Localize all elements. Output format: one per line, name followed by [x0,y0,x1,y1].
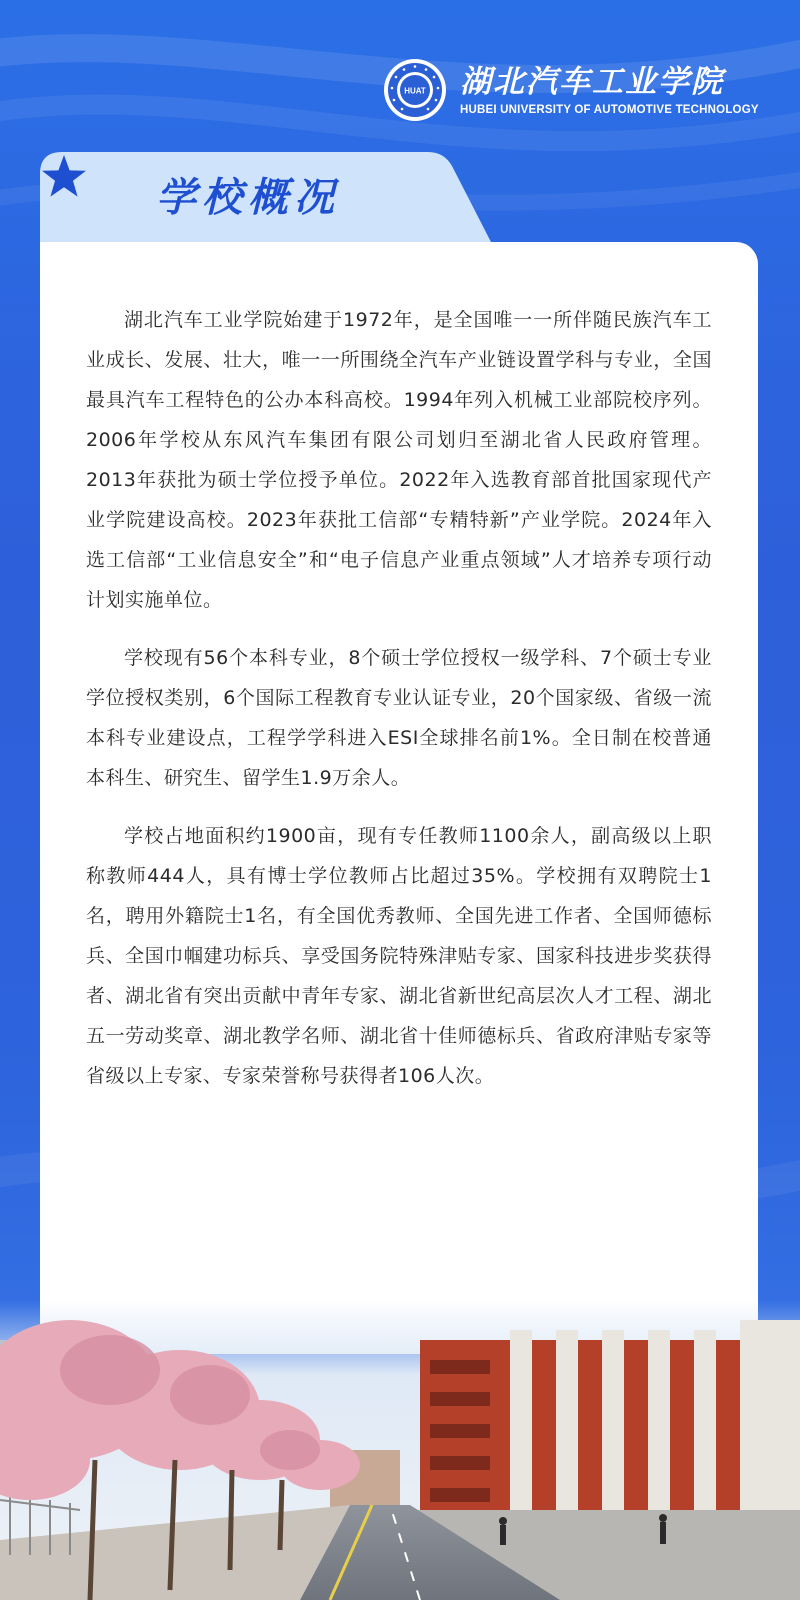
content-card [40,242,758,1354]
campus-photo [0,1300,800,1600]
school-name-en: HUBEI UNIVERSITY OF AUTOMOTIVE TECHNOLOGY [460,104,759,116]
school-name-cn: 湖北汽车工业学院 [460,64,724,100]
section-title-tab [40,152,560,244]
section-title: 学校概况 [156,175,340,221]
school-logo [382,50,759,130]
paragraph-faculty: 学校占地面积约1900亩，现有专任教师1100余人，副高级以上职称教师444人，具有博士学位教师占比超过35%。学校拥有双聘院士1名，聘用外籍院士1名，有全国优秀教师、全国先进工作者、全国师德标兵、全国巾帼建功标兵、享受国务院特殊津贴专家、国家科技进步奖获得者、湖北省有突出贡献中青年专家、湖北省新世纪高层次人才工程、湖北五一劳动奖章、湖北教学名师、湖北省十佳师德标兵、省政府津贴专家等省级以上专家、专家荣誉称号获得者106人次。 [86,825,712,1087]
school-seal-icon [382,57,448,123]
star-icon [40,152,88,200]
paragraph-disciplines: 学校现有56个本科专业，8个硕士学位授权一级学科、7个硕士专业学位授权类别，6个国际工程教育专业认证专业，20个国家级、省级一流本科专业建设点，工程学学科进入ESI全球排名前1%。全日制在校普通本科生、研究生、留学生1.9万余人。 [86,647,712,789]
seal-initials: HUAT [404,86,426,96]
paragraph-history: 湖北汽车工业学院始建于1972年，是全国唯一一所伴随民族汽车工业成长、发展、壮大，唯一一所围绕全汽车产业链设置学科与专业，全国最具汽车工程特色的公办本科高校。1994年列入机械工业部院校序列。2006年学校从东风汽车集团有限公司划归至湖北省人民政府管理。2013年获批为硕士学位授予单位。2022年入选教育部首批国家现代产业学院建设高校。2023年获批工信部“专精特新”产业学院。2024年入选工信部“工业信息安全”和“电子信息产业重点领域”人才培养专项行动计划实施单位。 [86,309,712,611]
